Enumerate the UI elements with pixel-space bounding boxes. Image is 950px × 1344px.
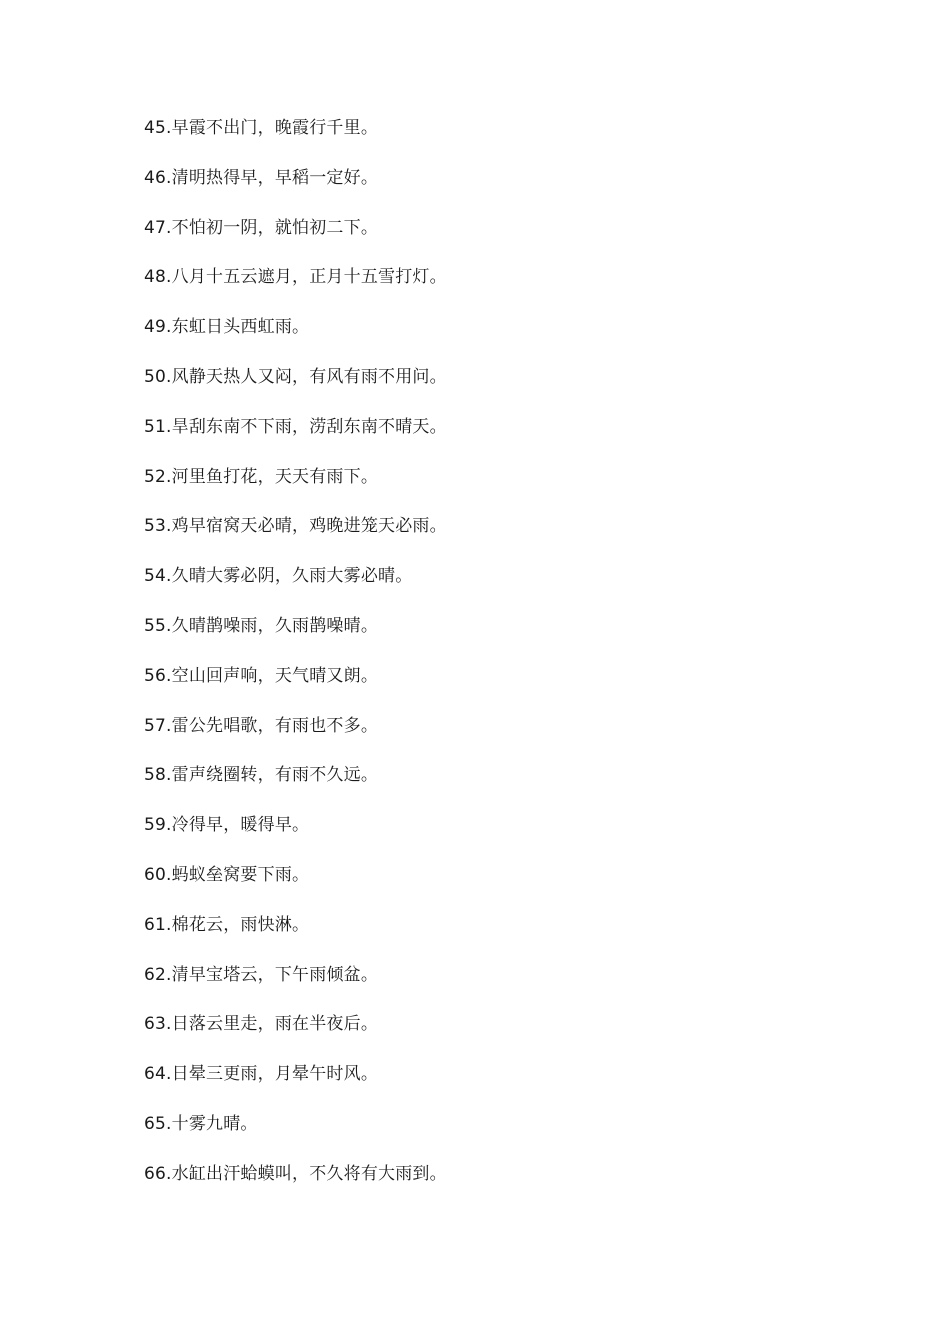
list-item: 62.清早宝塔云，下午雨倾盆。 — [144, 964, 379, 985]
list-item: 66.水缸出汗蛤蟆叫，不久将有大雨到。 — [144, 1163, 447, 1184]
list-item: 47.不怕初一阴，就怕初二下。 — [144, 217, 379, 238]
list-item: 52.河里鱼打花，天天有雨下。 — [144, 466, 379, 487]
list-item: 48.八月十五云遮月，正月十五雪打灯。 — [144, 267, 447, 288]
proverb-list — [144, 115, 447, 1211]
list-item: 54.久晴大雾必阴，久雨大雾必晴。 — [144, 566, 413, 587]
list-item: 49.东虹日头西虹雨。 — [144, 317, 310, 338]
list-item: 53.鸡早宿窝天必晴，鸡晚进笼天必雨。 — [144, 516, 447, 537]
list-item: 57.雷公先唱歌，有雨也不多。 — [144, 715, 379, 736]
list-item: 58.雷声绕圈转，有雨不久远。 — [144, 765, 379, 786]
list-item: 55.久晴鹊噪雨，久雨鹊噪晴。 — [144, 615, 379, 636]
list-item: 60.蚂蚁垒窝要下雨。 — [144, 864, 310, 885]
list-item: 45.早霞不出门，晚霞行千里。 — [144, 118, 379, 138]
list-item: 65.十雾九晴。 — [144, 1113, 258, 1134]
list-item: 63.日落云里走，雨在半夜后。 — [144, 1014, 379, 1035]
list-item: 50.风静天热人又闷，有风有雨不用问。 — [144, 366, 447, 387]
list-item: 59.冷得早，暖得早。 — [144, 815, 310, 836]
list-item: 61.棉花云，雨快淋。 — [144, 914, 310, 935]
list-item: 64.日晕三更雨，月晕午时风。 — [144, 1064, 379, 1085]
list-item: 56.空山回声响，天气晴又朗。 — [144, 665, 379, 686]
list-item: 51.旱刮东南不下雨，涝刮东南不晴天。 — [144, 416, 447, 437]
list-item: 46.清明热得早，早稻一定好。 — [144, 167, 379, 188]
